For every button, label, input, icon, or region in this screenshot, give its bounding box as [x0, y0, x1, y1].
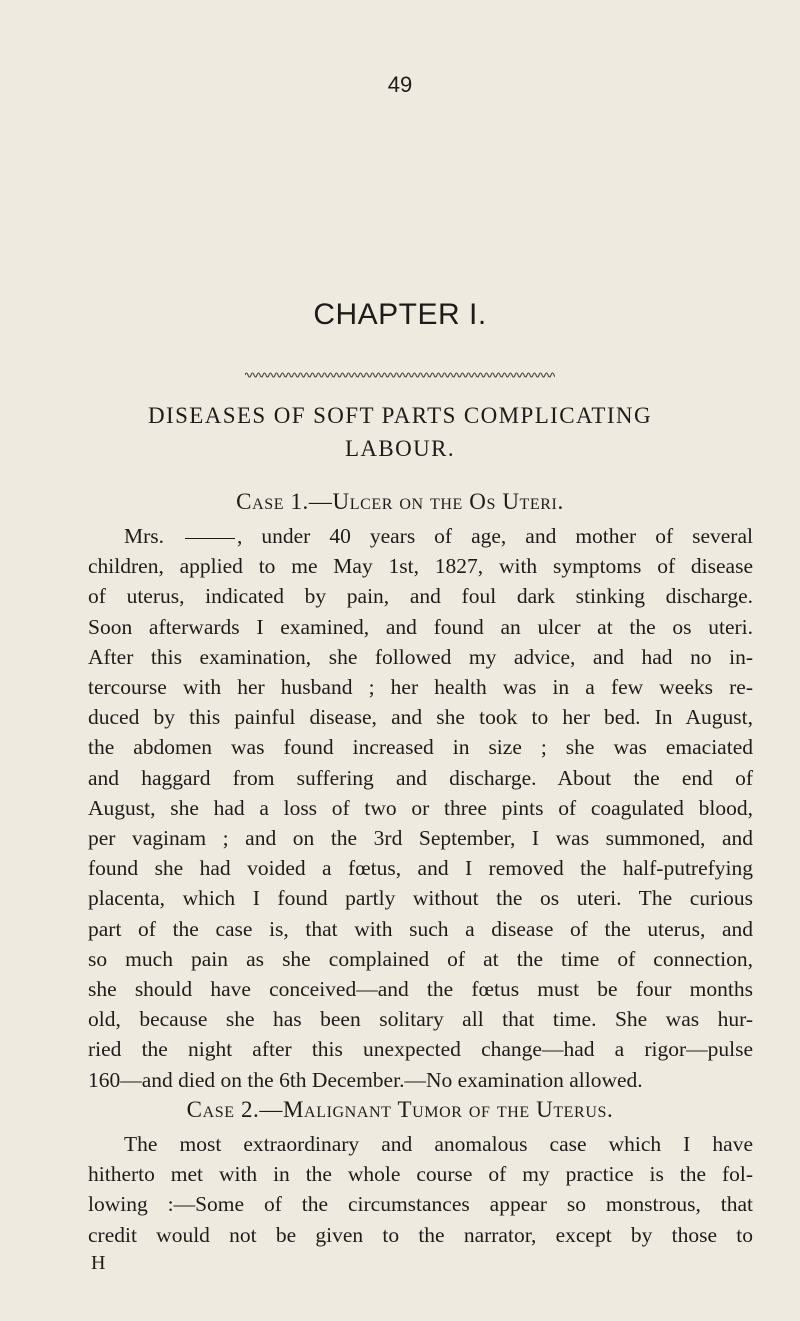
- case-2-line: hitherto met with in the whole course of my practice is the fol-: [88, 1162, 753, 1186]
- case-2-heading: Case 2.—Malignant Tumor of the Uterus.: [186, 1097, 614, 1122]
- case-1-line: Soon afterwards I examined, and found an ulcer at the os uteri.: [88, 615, 753, 639]
- page-number: 49: [387, 72, 413, 97]
- case-1-line: ried the night after this unexpected change—had a rigor—pulse: [88, 1037, 753, 1061]
- case-2-line: lowing :—Some of the circumstances appear so monstrous, that: [88, 1192, 753, 1216]
- wavy-rule-ornament: [245, 370, 555, 380]
- case-1-line: and haggard from suffering and discharge. About the end of: [88, 766, 753, 790]
- case-1-line: part of the case is, that with such a disease of the uterus, and: [88, 917, 753, 941]
- case-1-line: so much pain as she complained of at the time of connection,: [88, 947, 753, 971]
- case-1-line: per vaginam ; and on the 3rd September, I was summoned, and: [88, 826, 753, 850]
- case-1-line: found she had voided a fœtus, and I removed the half-putrefying: [88, 856, 753, 880]
- case-1-line: duced by this painful disease, and she took to her bed. In August,: [88, 705, 753, 729]
- section-heading-line-2: LABOUR.: [344, 436, 456, 461]
- case-1-line: 160—and died on the 6th December.—No examination allowed.: [88, 1068, 643, 1092]
- case-1-line: Mrs. , under 40 years of age, and mother of several: [124, 524, 753, 548]
- case-1-line: August, she had a loss of two or three pints of coagulated blood,: [88, 796, 753, 820]
- case-1-line: children, applied to me May 1st, 1827, with symptoms of disease: [88, 554, 753, 578]
- case-1-line: the abdomen was found increased in size ; she was emaciated: [88, 735, 753, 759]
- signature-mark: H: [91, 1252, 106, 1274]
- case-1-line: After this examination, she followed my advice, and had no in-: [88, 645, 753, 669]
- case-1-line: old, because she has been solitary all that time. She was hur-: [88, 1007, 753, 1031]
- case-1-line: she should have conceived—and the fœtus must be four months: [88, 977, 753, 1001]
- case-2-line: The most extraordinary and anomalous case which I have: [124, 1132, 753, 1156]
- case-1-line: of uterus, indicated by pain, and foul dark stinking discharge.: [88, 584, 753, 608]
- section-heading-line-1: DISEASES OF SOFT PARTS COMPLICATING: [148, 403, 652, 428]
- case-1-line: placenta, which I found partly without the os uteri. The curious: [88, 886, 753, 910]
- case-2-line: credit would not be given to the narrator, except by those to: [88, 1223, 753, 1247]
- case-1-heading: Case 1.—Ulcer on the Os Uteri.: [236, 489, 564, 514]
- case-1-line: tercourse with her husband ; her health was in a few weeks re-: [88, 675, 753, 699]
- chapter-title: CHAPTER I.: [313, 298, 487, 331]
- name-omission-dash: [185, 538, 235, 539]
